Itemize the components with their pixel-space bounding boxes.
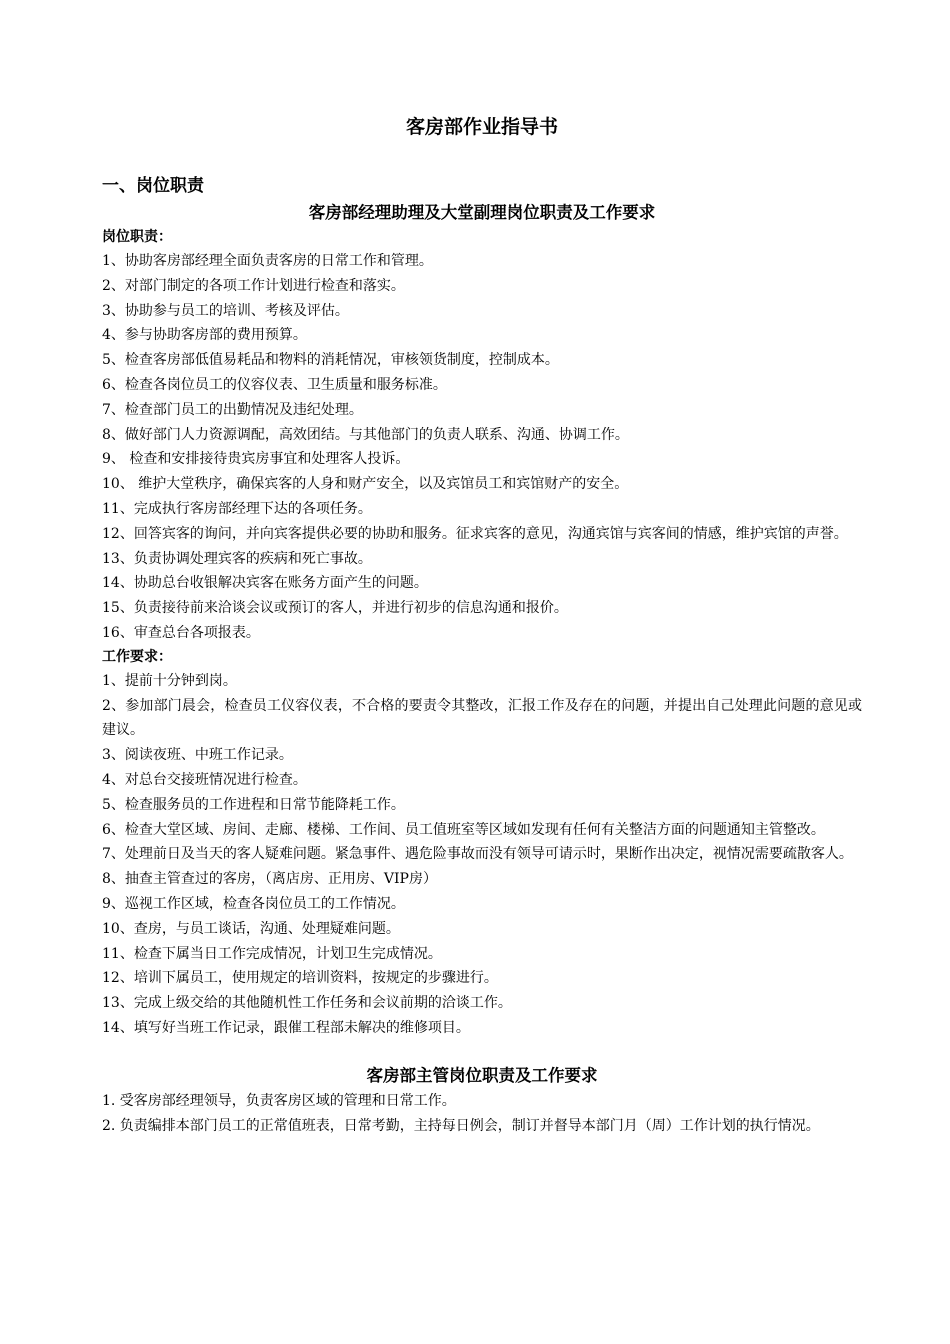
requirement-item: 3、阅读夜班、中班工作记录。 [102,747,293,764]
requirement-item: 14、填写好当班工作记录，跟催工程部未解决的维修项目。 [102,1019,470,1036]
duty-item: 6、检查各岗位员工的仪容仪表、卫生质量和服务标准。 [102,376,447,393]
section-subtitle: 客房部经理助理及大堂副理岗位职责及工作要求 [308,203,656,222]
duty-item: 16、审查总台各项报表。 [102,624,260,641]
requirement-item: 2、参加部门晨会，检查员工仪容仪表，不合格的要责令其整改，汇报工作及存在的问题，并提出自己处理此问题的意见或建议。 [102,697,862,739]
document-title: 客房部作业指导书 [405,116,558,138]
requirement-item: 11、检查下属当日工作完成情况，计划卫生完成情况。 [102,945,442,962]
duties-list [102,249,862,646]
duty-item: 15、负责接待前来洽谈会议或预订的客人，并进行初步的信息沟通和报价。 [102,600,568,617]
duty-item: 3、协助参与员工的培训、考核及评估。 [102,302,349,319]
duty-item: 1、协助客房部经理全面负责客房的日常工作和管理。 [102,253,433,269]
requirement-item: 1、提前十分钟到岗。 [102,672,237,689]
supervisor-duty-item: 2. 负责编排本部门员工的正常值班表，日常考勤，主持每日例会，制订并督导本部门月（周）工作计划的执行情况。 [102,1117,820,1134]
section2-subtitle: 客房部主管岗位职责及工作要求 [366,1065,598,1085]
requirement-item: 7、处理前日及当天的客人疑难问题。紧急事件、遇危险事故而没有领导可请示时，果断作出决定，视情况需要疏散客人。 [102,846,853,863]
requirement-item: 5、检查服务员的工作进程和日常节能降耗工作。 [102,796,405,813]
duty-item: 12、回答宾客的询问，并向宾客提供必要的协助和服务。征求宾客的意见，沟通宾馆与宾客间的情感，维护宾馆的声誉。 [102,525,848,542]
section-heading: 一、岗位职责 [102,176,204,196]
requirement-item: 4、对总台交接班情况进行检查。 [102,771,307,788]
duty-item: 5、检查客房部低值易耗品和物料的消耗情况，审核领货制度，控制成本。 [102,352,559,369]
requirements-label: 工作要求： [102,648,172,665]
requirement-item: 13、完成上级交给的其他随机性工作任务和会议前期的洽谈工作。 [102,995,512,1012]
duties-label: 岗位职责： [102,229,172,245]
duty-item: 4、参与协助客房部的费用预算。 [102,327,307,344]
duty-item: 9、 检查和安排接待贵宾房事宜和处理客人投诉。 [102,451,410,468]
duty-item: 11、完成执行客房部经理下达的各项任务。 [102,500,372,517]
duty-item: 14、协助总台收银解决宾客在账务方面产生的问题。 [102,575,428,592]
requirement-item: 12、培训下属员工，使用规定的培训资料，按规定的步骤进行。 [102,970,498,987]
duty-item: 7、检查部门员工的出勤情况及违纪处理。 [102,401,363,418]
supervisor-duty-item: 1. 受客房部经理领导，负责客房区域的管理和日常工作。 [102,1092,456,1109]
requirements-list [102,669,862,1041]
requirement-item: 8、抽查主管查过的客房，（离店房、正用房、VIP房） [102,871,437,888]
section2-list [102,1089,862,1139]
requirement-item: 6、检查大堂区域、房间、走廊、楼梯、工作间、员工值班室等区域如发现有任何有关整洁方面的问题通知主管整改。 [102,821,825,838]
duty-item: 2、对部门制定的各项工作计划进行检查和落实。 [102,277,405,294]
duty-item: 8、做好部门人力资源调配，高效团结。与其他部门的负责人联系、沟通、协调工作。 [102,426,629,443]
requirement-item: 9、巡视工作区域，检查各岗位员工的工作情况。 [102,895,405,912]
duty-item: 10、 维护大堂秩序，确保宾客的人身和财产安全，以及宾馆员工和宾馆财产的安全。 [102,476,629,493]
duty-item: 13、负责协调处理宾客的疾病和死亡事故。 [102,550,372,567]
requirement-item: 10、查房，与员工谈话，沟通、处理疑难问题。 [102,920,400,937]
